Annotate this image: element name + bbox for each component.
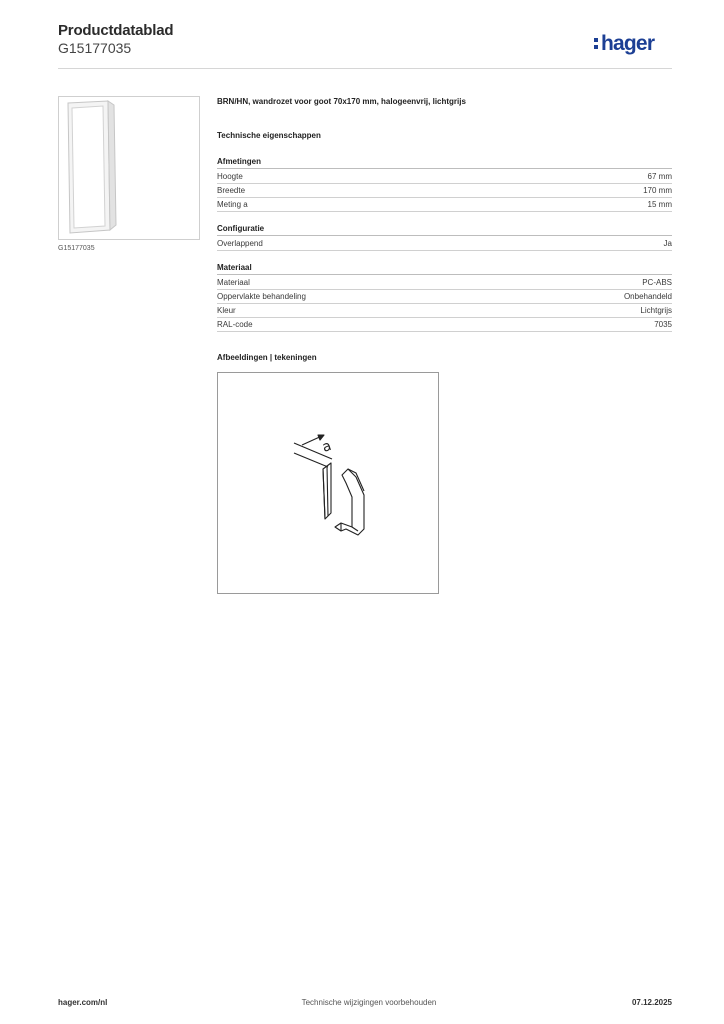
section-title-drawings: Afbeeldingen | tekeningen: [217, 353, 317, 362]
spec-group-dimensions: Afmetingen: [217, 157, 672, 169]
dimension-label: a: [320, 437, 334, 456]
spec-label: Overlappend: [217, 239, 263, 248]
logo-text: hager: [601, 32, 655, 55]
spec-row: [217, 304, 672, 318]
spec-value: Ja: [663, 239, 672, 248]
hager-logo: [594, 30, 674, 56]
spec-group-material: Materiaal: [217, 263, 672, 275]
spec-value: Lichtgrijs: [640, 306, 672, 315]
spec-group-configuration: Configuratie: [217, 224, 672, 236]
spec-row: [217, 276, 672, 290]
product-code: G15177035: [58, 40, 132, 56]
product-image: [58, 96, 200, 240]
spec-label: Meting a: [217, 200, 248, 209]
section-title-technical: Technische eigenschappen: [217, 131, 321, 140]
product-image-caption: G15177035: [58, 245, 95, 252]
spec-row: [217, 198, 672, 212]
spec-row: [217, 237, 672, 251]
spec-label: Materiaal: [217, 278, 250, 287]
spec-row: [217, 318, 672, 332]
spec-label: Hoogte: [217, 172, 243, 181]
technical-drawing: [217, 372, 439, 594]
spec-label: Breedte: [217, 186, 246, 195]
spec-row: [217, 184, 672, 198]
spec-value: 7035: [654, 320, 672, 329]
footer-disclaimer: Technische wijzigingen voorbehouden: [301, 998, 437, 1007]
spec-value: 170 mm: [643, 186, 672, 195]
spec-value: Onbehandeld: [623, 292, 672, 301]
spec-value: 67 mm: [647, 172, 672, 181]
spec-value: PC-ABS: [642, 278, 672, 287]
spec-label: Kleur: [217, 306, 236, 315]
spec-label: Oppervlakte behandeling: [217, 292, 306, 301]
spec-row: [217, 290, 672, 304]
header-divider: [58, 68, 672, 69]
footer-date: 07.12.2025: [631, 998, 672, 1007]
document-title: Productdatablad: [58, 22, 174, 39]
spec-label: RAL-code: [217, 320, 253, 329]
footer-website[interactable]: hager.com/nl: [58, 998, 108, 1007]
product-description: BRN/HN, wandrozet voor goot 70x170 mm, halogeenvrij, lichtgrijs: [217, 97, 466, 106]
spec-value: 15 mm: [647, 200, 672, 209]
spec-row: [217, 170, 672, 184]
